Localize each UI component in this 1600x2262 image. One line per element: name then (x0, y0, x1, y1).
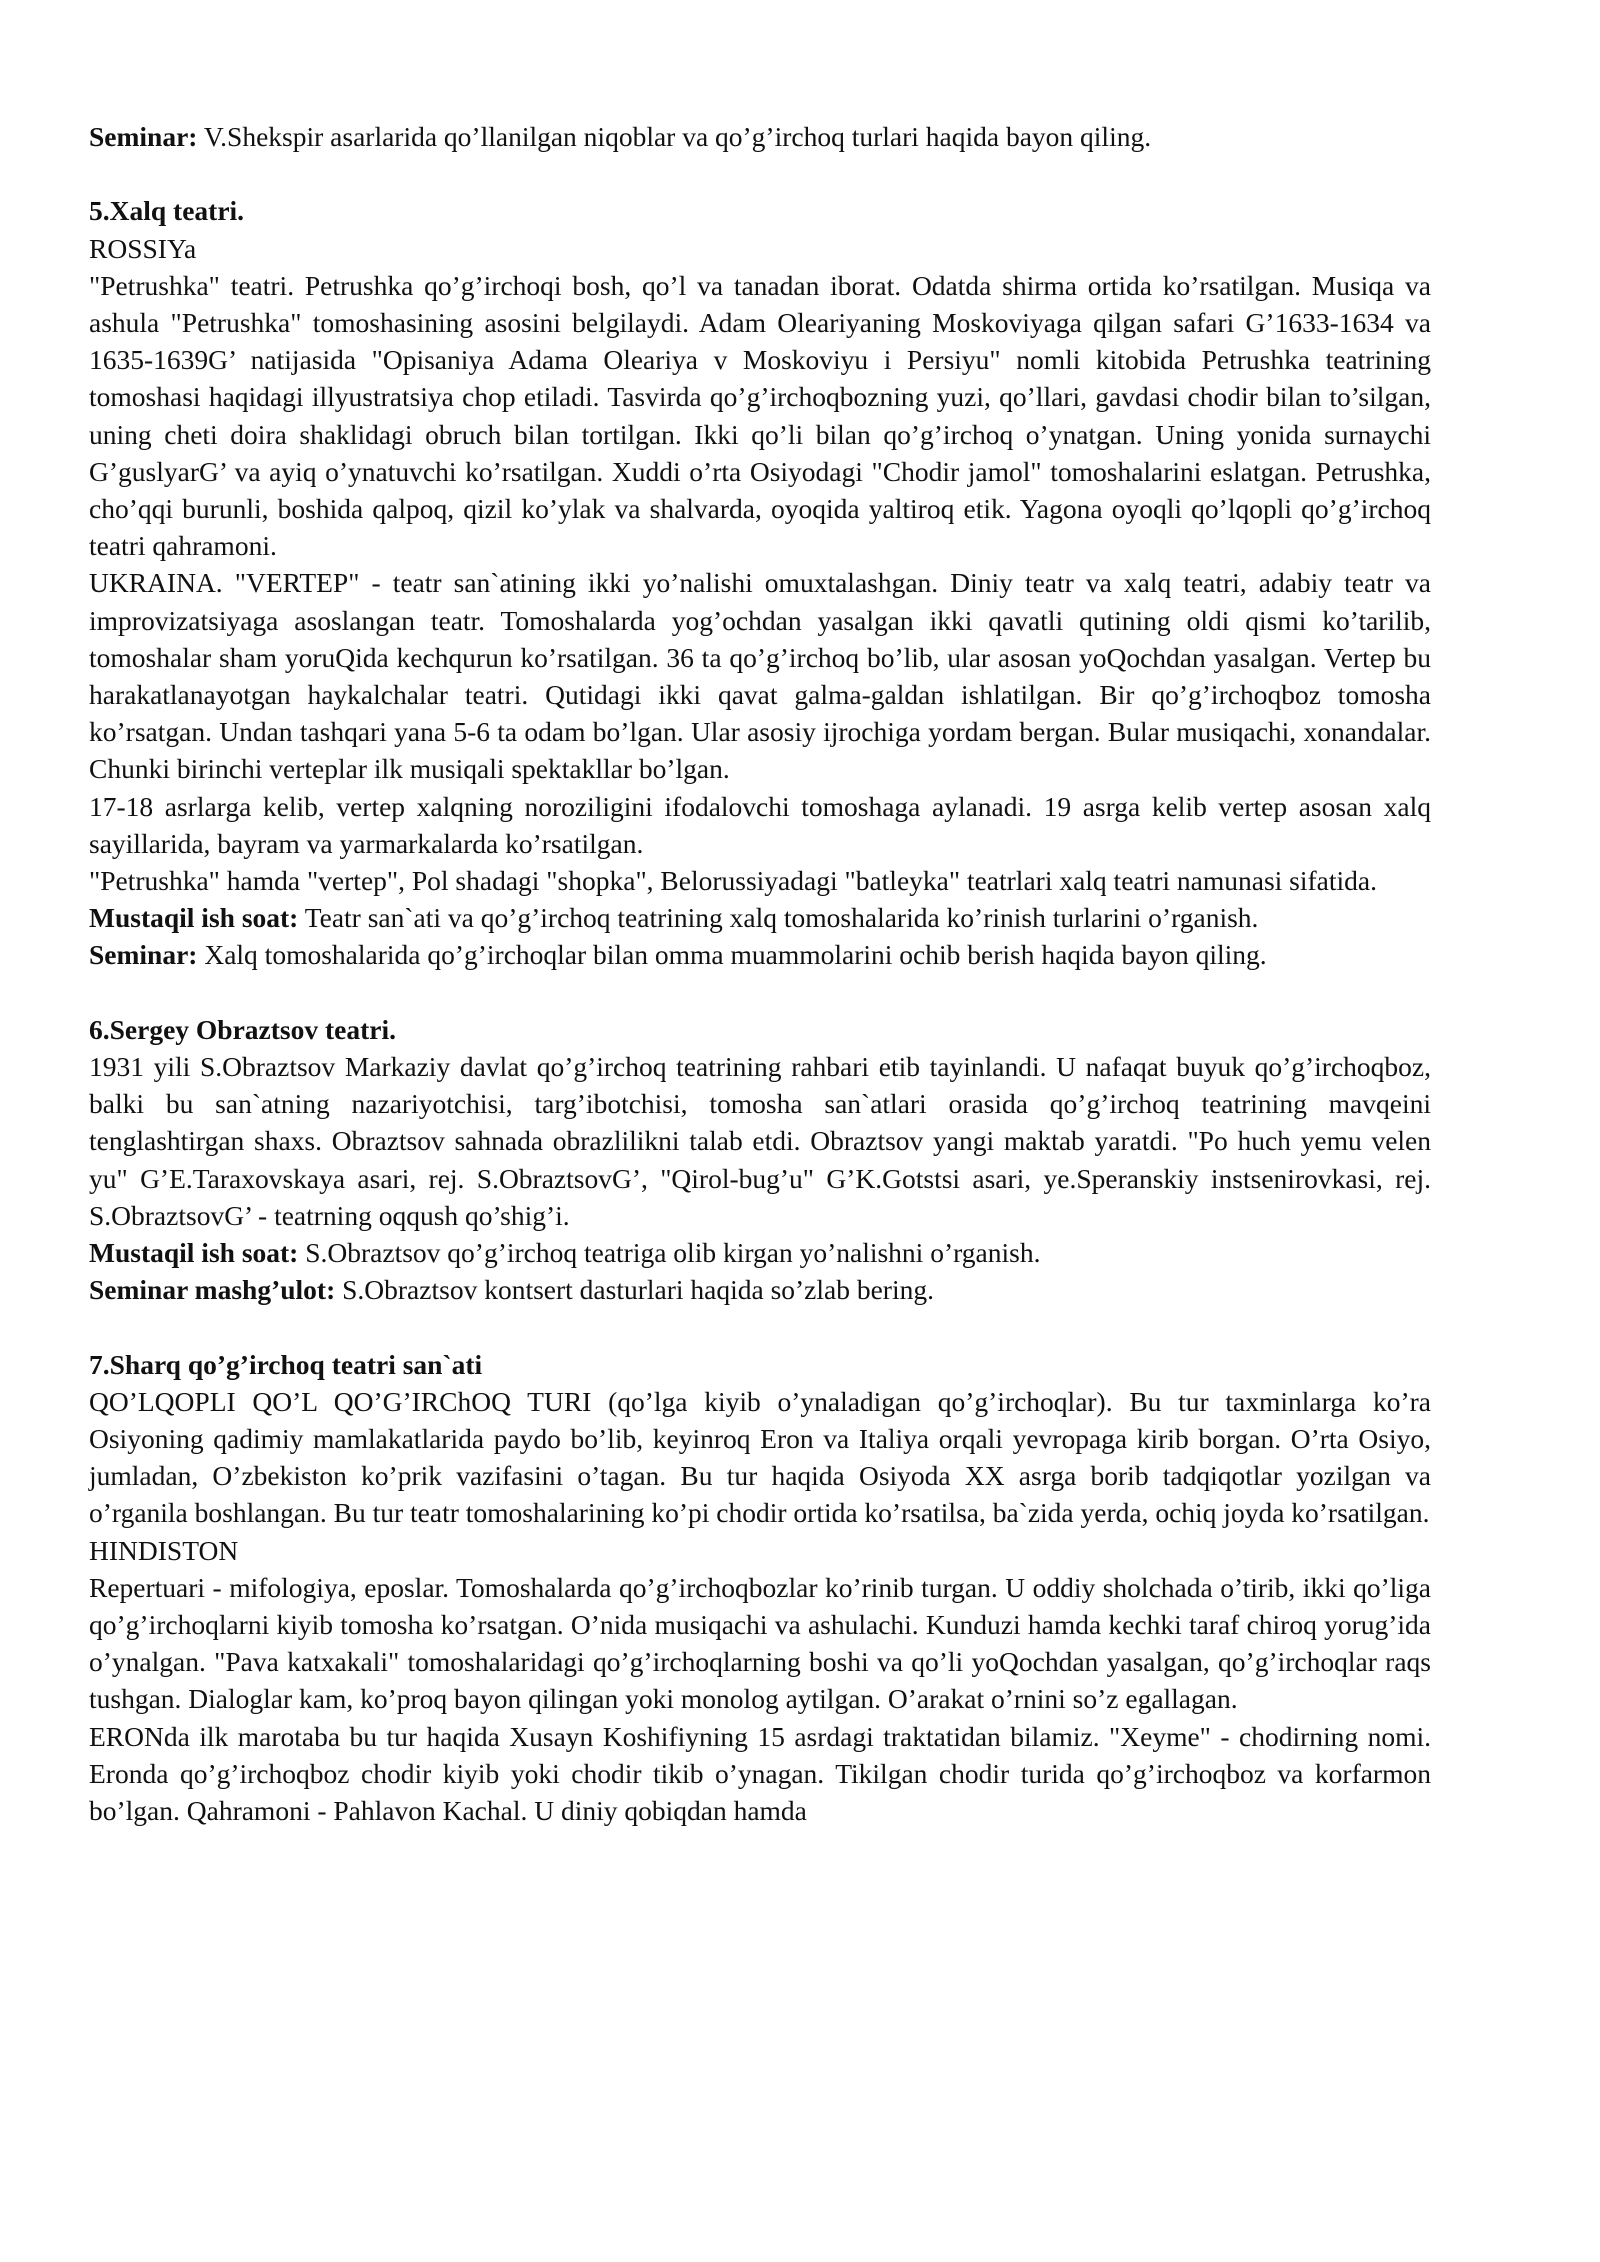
seminar-note (89, 118, 1431, 155)
label: Seminar: (89, 121, 198, 152)
paragraph-text: S.Obraztsov qo’g’irchoq teatriga olib kirgan yo’nalishni o’rganish. (305, 1237, 1041, 1269)
blank-line (89, 1308, 1431, 1345)
independent-work-note (89, 899, 1431, 936)
paragraph-text: Teatr san`ati va qo’g’irchoq teatrining xalq tomoshalarida ko’rinish turlarini o’rganish. (304, 902, 1259, 934)
independent-work-note (89, 1234, 1431, 1271)
blank-line (89, 974, 1431, 1011)
blank-line (89, 155, 1431, 192)
paragraph: "Petrushka" teatri. Petrushka qo’g’irchoqi bosh, qo’l va tanadan iborat. Odatda shirma ortida ko’rsatilgan. Musiqa va ashula "Petrushka" tomoshasining asosini belgilaydi. Adam Oleariyaning Moskoviyaga qilgan safari G’1633-1634 va 1635-1639G’ natijasida "Opisaniya Adama Oleariya v Moskoviyu i Persiyu" nomli kitobida Petrushka teatrining tomoshasi haqidagi illyustratsiya chop etiladi. Tasvirda qo’g’irchoqbozning yuzi, qo’llari, gavdasi chodir bilan to’silgan, uning cheti doira shaklidagi obruch bilan tortilgan. Ikki qo’li bilan qo’g’irchoq o’ynatgan. Uning yonida surnaychi G’guslyarG’ va ayiq o’ynatuvchi ko’rsatilgan. Xuddi o’rta Osiyodagi "Chodir jamol" tomoshalarini eslatgan. Petrushka, cho’qqi burunli, boshida qalpoq, qizil ko’ylak va shalvarda, oyoqida yaltiroq etik. Yagona oyoqli qo’lqopli qo’g’irchoq teatri qahramoni. (89, 269, 1431, 562)
paragraph: ERONda ilk marotaba bu tur haqida Xusayn Koshifiyning 15 asrdagi traktatidan bilamiz. "Xeyme" - chodirning nomi. Eronda qo’g’irchoqboz chodir kiyib yoki chodir tikib o’ynagan. Tikilgan chodir turida qo’g’irchoqboz va korfarmon bo’lgan. Qahramoni - Pahlavon Kachal. U diniy qobiqdan hamda (89, 1720, 1431, 1827)
label: Seminar mashg’ulot: (89, 1274, 336, 1306)
paragraph: 17-18 asrlarga kelib, vertep xalqning noroziligini ifodalovchi tomoshaga aylanadi. 19 asrga kelib vertep asosan xalq sayillarida, bayram va yarmarkalarda ko’rsatilgan. (89, 790, 1431, 859)
paragraph: "Petrushka" hamda "vertep", Pol shadagi "shopka", Belorussiyadagi "batleyka" teatrlari xalq teatri namunasi sifatida. (89, 865, 1378, 897)
section-heading: 7.Sharq qo’g’irchoq teatri san`ati (89, 1348, 483, 1380)
paragraph: 1931 yili S.Obraztsov Markaziy davlat qo’g’irchoq teatrining rahbari etib tayinlandi. U nafaqat buyuk qo’g’irchoqboz, balki bu san`atning nazariyotchisi, targ’ibotchisi, tomosha san`atlari orasida qo’g’irchoq teatrining mavqeini tenglashtirgan shaxs. Obraztsov sahnada obrazlilikni talab etdi. Obraztsov yangi maktab yaratdi. "Po huch yemu velen yu" G’E.Taraxovskaya asari, rej. S.ObraztsovG’, "Qirol-bug’u" G’K.Gotstsi asari, ye.Speranskiy instsenirovkasi, rej. S.ObraztsovG’ - teatrning oqqush qo’shig’i. (89, 1051, 1431, 1231)
document-page (89, 118, 1431, 1829)
subheading-india: HINDISTON (89, 1534, 239, 1566)
seminar-note (89, 936, 1431, 973)
label: Seminar: (89, 939, 198, 971)
section-heading: 5.Xalq teatri. (89, 195, 245, 227)
paragraph-text: S.Obraztsov kontsert dasturlari haqida so’zlab bering. (342, 1274, 934, 1306)
paragraph-text: Xalq tomoshalarida qo’g’irchoqlar bilan omma muammolarini ochib berish haqida bayon qiling. (204, 939, 1267, 971)
section-heading: 6.Sergey Obraztsov teatri. (89, 1013, 396, 1045)
subheading-russia: ROSSIYa (89, 232, 197, 264)
seminar-lesson-note (89, 1271, 1431, 1308)
paragraph: Repertuari - mifologiya, eposlar. Tomoshalarda qo’g’irchoqbozlar ko’rinib turgan. U oddiy sholchada o’tirib, ikki qo’liga qo’g’irchoqlarni kiyib tomosha ko’rsatgan. O’nida musiqachi va ashulachi. Kunduzi hamda kechki taraf chiroq yorug’ida o’ynalgan. "Pava katxakali" tomoshalaridagi qo’g’irchoqlarning boshi va qo’li yoQochdan yasalgan, qo’g’irchoqlar raqs tushgan. Dialoglar kam, ko’proq bayon qilingan yoki monolog aytilgan. O’arakat o’rnini so’z egallagan. (89, 1571, 1431, 1715)
label: Mustaqil ish soat: (89, 1237, 299, 1269)
paragraph-text: V.Shekspir asarlarida qo’llanilgan niqoblar va qo’g’irchoq turlari haqida bayon qiling. (203, 121, 1152, 152)
paragraph: UKRAINA. "VERTEP" - teatr san`atining ikki yo’nalishi omuxtalashgan. Diniy teatr va xalq teatri, adabiy teatr va improvizatsiyaga asoslangan teatr. Tomoshalarda yog’ochdan yasalgan ikki qavatli qutining oldi qismi ko’tarilib, tomoshalar sham yoruQida kechqurun ko’rsatilgan. 36 ta qo’g’irchoq bo’lib, ular asosan yoQochdan yasalgan. Vertep bu harakatlanayotgan haykalchalar teatri. Qutidagi ikki qavat galma-galdan ishlatilgan. Bir qo’g’irchoqboz tomosha ko’rsatgan. Undan tashqari yana 5-6 ta odam bo’lgan. Ular asosiy ijrochiga yordam bergan. Bular musiqachi, xonandalar. Chunki birinchi verteplar ilk musiqali spektakllar bo’lgan. (89, 567, 1431, 785)
label: Mustaqil ish soat: (89, 902, 299, 934)
paragraph: QO’LQOPLI QO’L QO’G’IRChOQ TURI (qo’lga kiyib o’ynaladigan qo’g’irchoqlar). Bu tur taxminlarga ko’ra Osiyoning qadimiy mamlakatlarida paydo bo’lib, keyinroq Eron va Italiya orqali yevropaga kirib borgan. O’rta Osiyo, jumladan, O’zbekiston ko’prik vazifasini o’tagan. Bu tur haqida Osiyoda XX asrga borib tadqiqotlar yozilgan va o’rganila boshlangan. Bu tur teatr tomoshalarining ko’pi chodir ortida ko’rsatilsa, ba`zida yerda, ochiq joyda ko’rsatilgan. (89, 1385, 1431, 1529)
